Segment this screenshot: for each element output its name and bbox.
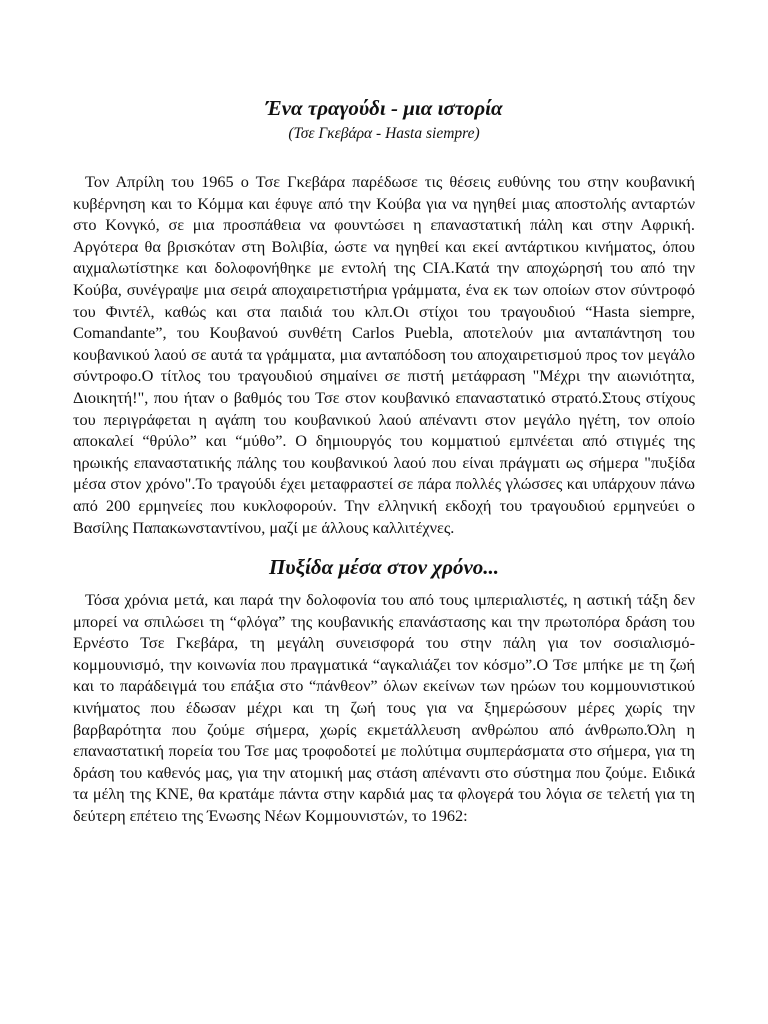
document-title: Ένα τραγούδι - μια ιστορία bbox=[265, 96, 503, 120]
intro-paragraph: Τον Απρίλη του 1965 ο Τσε Γκεβάρα παρέδωσε τις θέσεις ευθύνης του στην κουβανική κυβέρνηση και το Κόμμα και έφυγε από την Κούβα για να ηγηθεί μιας αποστολής ανταρτών στο Κονγκό, σε μια προσπάθεια να φουντώσει η επαναστατική πάλη και στην Αφρική. Αργότερα θα βρισκόταν στη Βολιβία, ώστε να ηγηθεί και εκεί αντάρτικου κινήματος, όπου αιχμαλωτίστηκε και δολοφονήθηκε με εντολή της CIA.Κατά την αποχώρησή του από την Κούβα, συνέγραψε μια σειρά αποχαιρετιστήρια γράμματα, ένα εκ των οποίων στον σύντροφό του Φιντέλ, καθώς και στα παιδιά του κλπ.Οι στίχοι του τραγουδιού “Hasta siempre, Comandante”, του Κουβανού συνθέτη Carlos Puebla, αποτελούν μια ανταπάντηση του κουβανικού λαού σε αυτά τα γράμματα, μια ανταπόδοση του αποχαιρετισμού προς τον μεγάλο σύντροφο.Ο τίτλος του τραγουδιού σημαίνει σε πιστή μετάφραση "Μέχρι την αιωνιότητα, Διοικητή!", που ήταν ο βαθμός του Τσε στον κουβανικό επαναστατικό στρατό.Στους στίχους του περιγράφεται η αγάπη του κουβανικού λαού απέναντι στον μεγάλο ηγέτη, τον οποίο αποκαλεί “θρύλο” και “μύθο”. Ο δημιουργός του κομματιού εμπνέεται από στιγμές της ηρωικής επαναστατικής πάλης του κουβανικού λαού που είναι πράγματι ως σήμερα "πυξίδα μέσα στον χρόνο".Το τραγούδι έχει μεταφραστεί σε πάρα πολλές γλώσσες και υπάρχουν πάνω από 200 ερμηνείες που κυκλοφορούν. Την ελληνική εκδοχή του τραγουδιού ερμηνεύει ο Βασίλης Παπακωνσταντίνου, μαζί με άλλους καλλιτέχνες. bbox=[73, 172, 695, 537]
section-paragraph: Τόσα χρόνια μετά, και παρά την δολοφονία του από τους ιμπεριαλιστές, η αστική τάξη δεν μπορεί να σπιλώσει τη “φλόγα” της κουβανικής επανάστασης και την πρωτοπόρα δράση του Ερνέστο Τσε Γκεβάρα, τη μεγάλη συνεισφορά του στην πάλη για τον σοσιαλισμό-κομμουνισμό, την κοινωνία που πραγματικά “αγκαλιάζει τον κόσμο”.Ο Τσε μπήκε με τη ζωή και το παράδειγμά του επάξια στο “πάνθεον” όλων εκείνων των ηρώων του κομμουνιστικού κινήματος που έδωσαν μέχρι και τη ζωή τους για να ξημερώσουν μέρες χωρίς την βαρβαρότητα που ζούμε σήμερα, χωρίς εκμετάλλευση ανθρώπου από άνθρωπο.Όλη η επαναστατική πορεία του Τσε μας τροφοδοτεί με πολύτιμα συμπεράσματα στο σήμερα, για τη δράση του καθενός μας, για την ατομική μας στάση απέναντι στο σύστημα που ζούμε. Ειδικά τα μέλη της ΚΝΕ, θα κρατάμε πάντα στην καρδιά μας τα φλογερά του λόγια σε τελετή για τη δεύτερη επέτειο της Ένωσης Νέων Κομμουνιστών, το 1962: bbox=[73, 590, 695, 826]
document-subtitle: (Τσε Γκεβάρα - Hasta siempre) bbox=[288, 125, 480, 142]
document-page bbox=[73, 94, 695, 827]
section-heading: Πυξίδα μέσα στον χρόνο... bbox=[268, 555, 500, 580]
